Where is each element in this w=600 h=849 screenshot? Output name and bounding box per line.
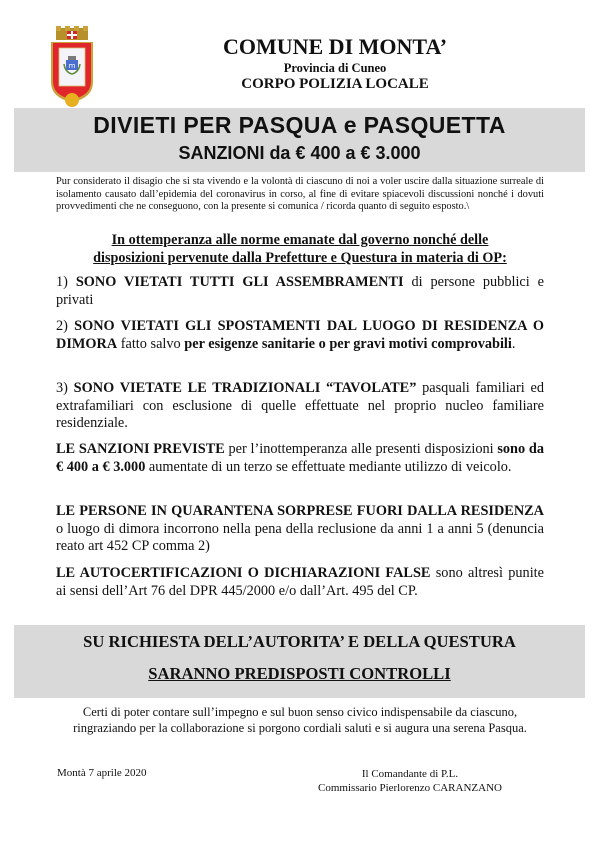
signature-block <box>300 767 520 795</box>
rule-2-text: . <box>511 335 516 352</box>
rule-3 <box>56 380 544 433</box>
rule-3-bold: SONO VIETATE LE TRADIZIONALI “TAVOLATE” <box>73 380 417 396</box>
rule-1 <box>56 274 544 309</box>
rule-3-number: 3) <box>56 380 74 396</box>
controls-banner-line2: SARANNO PREDISPOSTI CONTROLLI <box>148 664 451 683</box>
false-declarations-bold: LE AUTOCERTIFICAZIONI O DICHIARAZIONI FALSE <box>56 565 431 581</box>
signature-name: Commissario Pierlorenzo CARANZANO <box>318 782 502 794</box>
controls-banner-line1: SU RICHIESTA DELL’AUTORITA’ E DELLA QUESTURA <box>83 632 516 651</box>
page-subtitle: SANZIONI da € 400 a € 3.000 <box>178 143 421 163</box>
rule-2-number: 2) <box>56 318 75 334</box>
sanctions-paragraph <box>56 441 544 476</box>
sanctions-text: aumentate di un terzo se effettuate mediante utilizzo di veicolo. <box>145 458 512 475</box>
sanctions-bold: LE SANZIONI PREVISTE <box>56 441 225 457</box>
sanctions-mid: per l’inottemperanza alle presenti disposizioni <box>224 441 498 457</box>
rule-1-text: di persone pubblici e privati <box>56 274 544 308</box>
rule-2-mid: fatto salvo <box>117 335 185 352</box>
signature-title: Il Comandante di P.L. <box>361 768 459 780</box>
compliance-heading <box>60 231 540 267</box>
compliance-heading-line2: disposizioni pervenute dalla Prefetture e Questura in materia di OP: <box>93 250 507 266</box>
document-date: Montà 7 aprile 2020 <box>57 767 147 779</box>
quarantine-bold: LE PERSONE IN QUARANTENA SORPRESE FUORI DALLA RESIDENZA <box>56 503 544 519</box>
closing-paragraph: Certi di poter contare sull’impegno e sul buon senso civico indispensabile da ciascuno, ringraziando per la collaborazione si porgono cordiali saluti e si augura una serena Pasqua. <box>73 705 527 735</box>
false-declarations-text: sono altresì punite ai sensi dell’Art 76 del DPR 445/2000 e/o dall’Art. 495 del CP. <box>56 565 544 599</box>
rule-1-bold: SONO VIETATI TUTTI GLI ASSEMBRAMENTI <box>75 274 404 290</box>
intro-paragraph: Pur considerato il disagio che si sta vivendo e la volontà di ciascuno di noi a voler uscire dalla situazione surreale di isolamento causato dall’epidemia del coronavirus in corso, al fine di evitare spiacevoli discussioni nonché i dovuti provvedimenti che ne conseguono, con la presente si comunica / ricorda quanto di seguito esposto.\ <box>56 176 544 213</box>
municipality-name: COMUNE DI MONTA’ <box>222 34 448 59</box>
rule-1-number: 1) <box>56 274 76 290</box>
compliance-heading-line1: In ottemperanza alle norme emanate dal governo nonché delle <box>111 232 489 248</box>
false-declarations-paragraph <box>56 565 544 600</box>
municipal-coat-of-arms-icon <box>48 26 96 108</box>
svg-text:m: m <box>68 62 76 70</box>
rule-2-bold: SONO VIETATI GLI SPOSTAMENTI DAL LUOGO DI RESIDENZA O DIMORA <box>56 318 544 352</box>
province-name: Provincia di Cuneo <box>283 61 387 75</box>
rule-2 <box>56 318 544 353</box>
rule-2-bold2: per esigenze sanitarie o per gravi motivi comprovabili <box>184 335 512 352</box>
rule-3-text: pasquali familiari ed extrafamiliari con esclusione di quelle effettuate nel proprio nucleo familiare residenziale. <box>56 380 544 432</box>
quarantine-text: o luogo di dimora incorrono nella pena della reclusione da anni 1 a anni 5 (denuncia reato art 452 CP comma 2) <box>56 520 544 555</box>
sanctions-amount: sono da € 400 a € 3.000 <box>56 441 544 475</box>
page-title: DIVIETI PER PASQUA e PASQUETTA <box>93 112 506 138</box>
department-name: CORPO POLIZIA LOCALE <box>241 76 429 92</box>
quarantine-paragraph <box>56 503 544 556</box>
